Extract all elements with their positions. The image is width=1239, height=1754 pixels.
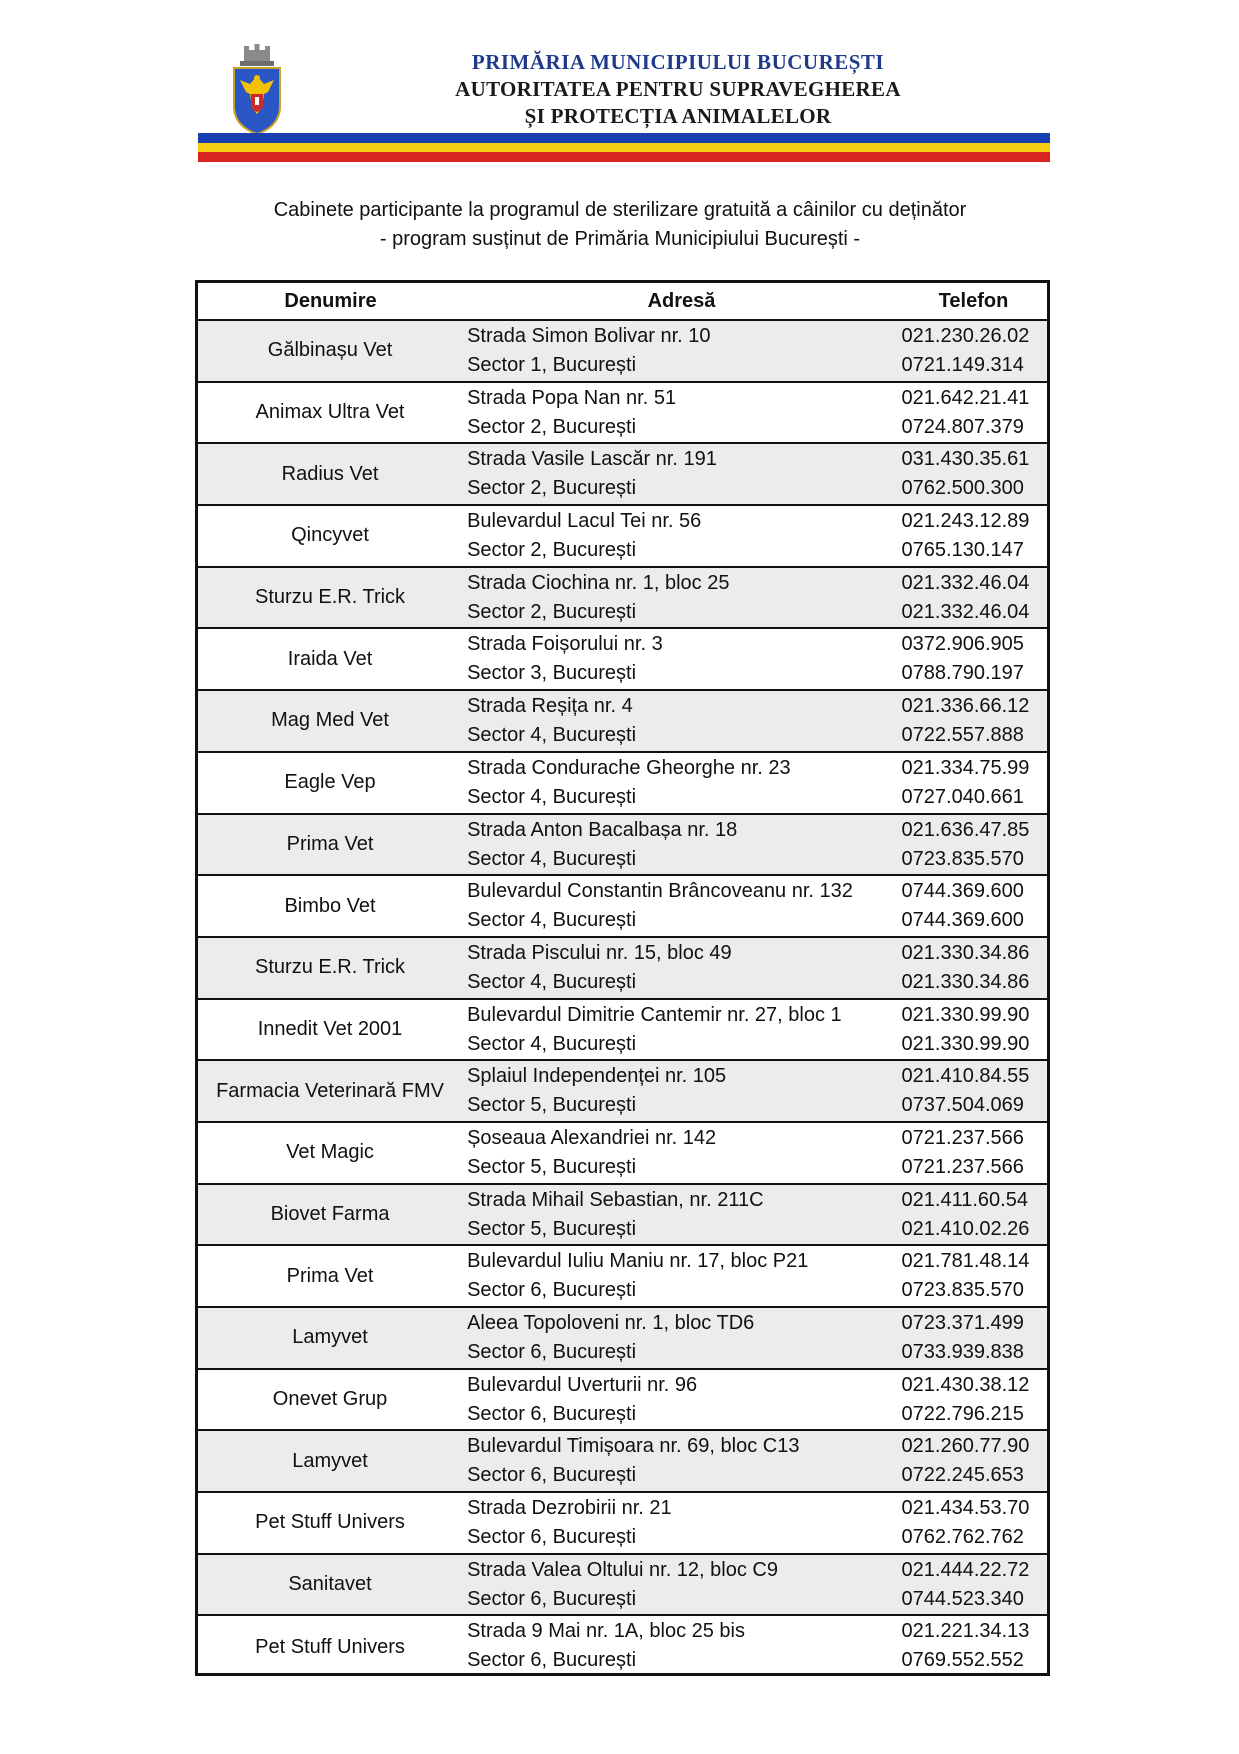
street-address: Strada Reșița nr. 4 bbox=[467, 695, 633, 718]
flag-stripe-yellow bbox=[198, 143, 1050, 153]
phone-primary: 021.330.99.90 bbox=[901, 1003, 1030, 1026]
table-row bbox=[198, 629, 1047, 691]
phone-secondary: 021.330.99.90 bbox=[901, 1032, 1030, 1055]
clinic-name: Qincyvet bbox=[291, 524, 369, 547]
address-cell bbox=[462, 1370, 897, 1430]
sector-city: Sector 4, București bbox=[467, 847, 637, 870]
street-address: Bulevardul Constantin Brâncoveanu nr. 132 bbox=[467, 880, 853, 903]
clinic-name: Prima Vet bbox=[286, 1264, 374, 1287]
phone-primary: 0723.371.499 bbox=[901, 1312, 1024, 1334]
address-cell bbox=[462, 1431, 897, 1491]
phone-primary: 0744.369.600 bbox=[901, 880, 1024, 903]
phone-cell bbox=[898, 1123, 1047, 1183]
table-row bbox=[198, 1370, 1047, 1432]
phone-secondary: 021.410.02.26 bbox=[901, 1217, 1030, 1240]
phone-cell bbox=[898, 815, 1047, 875]
address-cell bbox=[462, 321, 897, 381]
phone-secondary: 0744.523.340 bbox=[901, 1587, 1024, 1610]
table-row bbox=[198, 506, 1047, 568]
sector-city: Sector 4, București bbox=[467, 785, 637, 808]
clinic-name: Bimbo Vet bbox=[284, 894, 376, 917]
table-row bbox=[198, 1616, 1047, 1678]
table-row bbox=[198, 691, 1047, 753]
sector-city: Sector 6, București bbox=[467, 1402, 637, 1425]
street-address: Strada Popa Nan nr. 51 bbox=[467, 386, 677, 409]
clinic-name: Pet Stuff Univers bbox=[255, 1511, 405, 1534]
phone-cell bbox=[898, 1000, 1047, 1060]
street-address: Strada Valea Oltului nr. 12, bloc C9 bbox=[467, 1558, 778, 1581]
phone-secondary: 0769.552.552 bbox=[901, 1649, 1024, 1672]
street-address: Bulevardul Iuliu Maniu nr. 17, bloc P21 bbox=[467, 1250, 809, 1273]
clinics-table bbox=[195, 280, 1050, 1676]
sector-city: Sector 2, București bbox=[467, 600, 637, 623]
address-cell bbox=[462, 1308, 897, 1368]
street-address: Strada Condurache Gheorghe nr. 23 bbox=[467, 756, 791, 779]
street-address: Strada 9 Mai nr. 1A, bloc 25 bis bbox=[467, 1620, 745, 1643]
phone-cell bbox=[898, 321, 1047, 381]
address-cell bbox=[462, 1000, 897, 1060]
phone-secondary: 0723.835.570 bbox=[901, 1279, 1024, 1302]
street-address: Splaiul Independenței nr. 105 bbox=[467, 1065, 727, 1088]
header-name: Denumire bbox=[284, 289, 377, 312]
street-address: Bulevardul Uverturii nr. 96 bbox=[467, 1373, 698, 1396]
tricolor-band bbox=[198, 133, 1050, 162]
phone-cell bbox=[898, 1185, 1047, 1245]
clinic-name-cell bbox=[198, 321, 462, 381]
phone-secondary: 0733.939.838 bbox=[901, 1341, 1024, 1363]
phone-primary: 021.243.12.89 bbox=[901, 510, 1030, 533]
table-row bbox=[198, 938, 1047, 1000]
clinic-name: Iraida Vet bbox=[287, 647, 373, 670]
phone-cell bbox=[898, 383, 1047, 443]
clinic-name-cell bbox=[198, 1431, 462, 1491]
phone-secondary: 0722.557.888 bbox=[901, 724, 1024, 747]
sector-city: Sector 4, București bbox=[467, 970, 637, 993]
sector-city: Sector 6, București bbox=[467, 1464, 637, 1487]
street-address: Strada Mihail Sebastian, nr. 211C bbox=[467, 1188, 764, 1211]
phone-primary: 021.334.75.99 bbox=[901, 756, 1030, 779]
address-cell bbox=[462, 1123, 897, 1183]
sector-city: Sector 3, București bbox=[467, 662, 637, 685]
clinic-name: Onevet Grup bbox=[272, 1388, 388, 1411]
clinic-name-cell bbox=[198, 691, 462, 751]
sector-city: Sector 4, București bbox=[467, 909, 637, 932]
street-address: Strada Vasile Lascăr nr. 191 bbox=[467, 448, 717, 471]
clinic-name-cell bbox=[198, 1123, 462, 1183]
street-address: Bulevardul Lacul Tei nr. 56 bbox=[467, 510, 702, 533]
phone-primary: 021.230.26.02 bbox=[901, 325, 1030, 347]
address-cell bbox=[462, 444, 897, 504]
table-row bbox=[198, 1308, 1047, 1370]
phone-primary: 021.636.47.85 bbox=[901, 818, 1030, 841]
table-row bbox=[198, 1061, 1047, 1123]
table-row bbox=[198, 568, 1047, 630]
phone-cell bbox=[898, 1616, 1047, 1678]
clinic-name: Prima Vet bbox=[286, 832, 374, 855]
bucharest-coat-of-arms-icon bbox=[228, 44, 286, 136]
address-cell bbox=[462, 568, 897, 628]
address-cell bbox=[462, 938, 897, 998]
clinic-name-cell bbox=[198, 1308, 462, 1368]
phone-secondary: 0721.149.314 bbox=[901, 354, 1024, 376]
clinic-name-cell bbox=[198, 568, 462, 628]
street-address: Șoseaua Alexandriei nr. 142 bbox=[467, 1126, 717, 1149]
clinic-name-cell bbox=[198, 629, 462, 689]
sector-city: Sector 1, București bbox=[467, 354, 637, 376]
sector-city: Sector 2, București bbox=[467, 415, 637, 438]
street-address: Strada Foișorului nr. 3 bbox=[467, 633, 663, 656]
address-cell bbox=[462, 753, 897, 813]
authority-title-line2: ȘI PROTECȚIA ANIMALELOR bbox=[524, 104, 832, 128]
clinic-name: Innedit Vet 2001 bbox=[257, 1017, 403, 1040]
clinic-name: Animax Ultra Vet bbox=[255, 401, 405, 424]
phone-cell bbox=[898, 568, 1047, 628]
clinic-name-cell bbox=[198, 1370, 462, 1430]
street-address: Strada Dezrobirii nr. 21 bbox=[467, 1497, 672, 1520]
address-cell bbox=[462, 876, 897, 936]
street-address: Strada Simon Bolivar nr. 10 bbox=[467, 325, 711, 347]
phone-primary: 021.332.46.04 bbox=[901, 571, 1030, 594]
sector-city: Sector 6, București bbox=[467, 1341, 637, 1363]
clinic-name: Sturzu E.R. Trick bbox=[255, 956, 406, 979]
phone-primary: 0721.237.566 bbox=[901, 1126, 1024, 1149]
sector-city: Sector 2, București bbox=[467, 539, 637, 562]
table-row bbox=[198, 444, 1047, 506]
phone-cell bbox=[898, 506, 1047, 566]
phone-secondary: 0721.237.566 bbox=[901, 1155, 1024, 1178]
phone-secondary: 0788.790.197 bbox=[901, 662, 1024, 685]
table-row bbox=[198, 1555, 1047, 1617]
flag-stripe-red bbox=[198, 152, 1050, 162]
address-cell bbox=[462, 691, 897, 751]
clinic-name: Gălbinașu Vet bbox=[267, 339, 393, 362]
address-cell bbox=[462, 1616, 897, 1678]
phone-primary: 021.411.60.54 bbox=[901, 1188, 1028, 1211]
clinic-name: Pet Stuff Univers bbox=[255, 1635, 405, 1658]
table-row bbox=[198, 1246, 1047, 1308]
address-cell bbox=[462, 1493, 897, 1553]
phone-secondary: 021.332.46.04 bbox=[901, 600, 1030, 623]
street-address: Strada Piscului nr. 15, bloc 49 bbox=[467, 941, 732, 964]
sector-city: Sector 5, București bbox=[467, 1094, 637, 1117]
phone-cell bbox=[898, 1308, 1047, 1368]
phone-primary: 0372.906.905 bbox=[901, 633, 1024, 656]
phone-primary: 021.430.38.12 bbox=[901, 1373, 1030, 1396]
authority-title-line1: AUTORITATEA PENTRU SUPRAVEGHEREA bbox=[455, 77, 901, 101]
clinic-name: Eagle Vep bbox=[284, 771, 376, 794]
phone-cell bbox=[898, 629, 1047, 689]
clinic-name-cell bbox=[198, 1555, 462, 1615]
sector-city: Sector 4, București bbox=[467, 724, 637, 747]
table-row bbox=[198, 815, 1047, 877]
clinic-name: Radius Vet bbox=[281, 462, 379, 485]
clinic-name-cell bbox=[198, 753, 462, 813]
letterhead bbox=[198, 38, 1050, 170]
phone-secondary: 0765.130.147 bbox=[901, 539, 1024, 562]
clinic-name-cell bbox=[198, 383, 462, 443]
table-body bbox=[198, 321, 1047, 1678]
table-row bbox=[198, 321, 1047, 383]
clinic-name-cell bbox=[198, 815, 462, 875]
phone-primary: 021.642.21.41 bbox=[901, 386, 1030, 409]
sector-city: Sector 6, București bbox=[467, 1649, 637, 1672]
phone-secondary: 0722.245.653 bbox=[901, 1464, 1024, 1487]
clinic-name-cell bbox=[198, 1000, 462, 1060]
table-row bbox=[198, 1493, 1047, 1555]
phone-cell bbox=[898, 753, 1047, 813]
table-row bbox=[198, 876, 1047, 938]
table-header bbox=[198, 283, 1047, 321]
phone-primary: 021.434.53.70 bbox=[901, 1497, 1030, 1520]
sector-city: Sector 4, București bbox=[467, 1032, 637, 1055]
clinic-name-cell bbox=[198, 1246, 462, 1306]
sector-city: Sector 2, București bbox=[467, 477, 637, 500]
table-row bbox=[198, 1123, 1047, 1185]
clinic-name: Lamyvet bbox=[292, 1449, 368, 1472]
phone-primary: 021.336.66.12 bbox=[901, 695, 1030, 718]
phone-primary: 031.430.35.61 bbox=[901, 448, 1030, 471]
phone-primary: 021.781.48.14 bbox=[901, 1250, 1030, 1273]
clinic-name-cell bbox=[198, 1616, 462, 1678]
phone-secondary: 0722.796.215 bbox=[901, 1402, 1024, 1425]
header-phone: Telefon bbox=[938, 289, 1009, 312]
phone-primary: 021.330.34.86 bbox=[901, 941, 1030, 964]
clinic-name: Mag Med Vet bbox=[271, 709, 389, 732]
phone-secondary: 0744.369.600 bbox=[901, 909, 1024, 932]
phone-secondary: 0737.504.069 bbox=[901, 1094, 1024, 1117]
address-cell bbox=[462, 815, 897, 875]
clinic-name-cell bbox=[198, 1185, 462, 1245]
phone-secondary: 0723.835.570 bbox=[901, 847, 1024, 870]
document-subtitle bbox=[150, 196, 1090, 254]
phone-cell bbox=[898, 1493, 1047, 1553]
sector-city: Sector 6, București bbox=[467, 1526, 637, 1549]
clinic-name-cell bbox=[198, 506, 462, 566]
phone-secondary: 0762.762.762 bbox=[901, 1526, 1024, 1549]
flag-stripe-blue bbox=[198, 133, 1050, 143]
address-cell bbox=[462, 506, 897, 566]
sector-city: Sector 6, București bbox=[467, 1587, 637, 1610]
header-address: Adresă bbox=[647, 289, 716, 312]
phone-secondary: 0762.500.300 bbox=[901, 477, 1024, 500]
street-address: Strada Ciochina nr. 1, bloc 25 bbox=[467, 571, 730, 594]
phone-cell bbox=[898, 1246, 1047, 1306]
phone-cell bbox=[898, 444, 1047, 504]
street-address: Strada Anton Bacalbașa nr. 18 bbox=[467, 818, 738, 841]
clinic-name-cell bbox=[198, 1493, 462, 1553]
street-address: Bulevardul Dimitrie Cantemir nr. 27, bloc 1 bbox=[467, 1003, 842, 1026]
phone-primary: 021.410.84.55 bbox=[901, 1065, 1030, 1088]
clinic-name-cell bbox=[198, 444, 462, 504]
table-row bbox=[198, 1185, 1047, 1247]
address-cell bbox=[462, 1185, 897, 1245]
institution-title: PRIMĂRIA MUNICIPIULUI BUCUREȘTI bbox=[471, 50, 885, 74]
sector-city: Sector 6, București bbox=[467, 1279, 637, 1302]
phone-cell bbox=[898, 1431, 1047, 1491]
address-cell bbox=[462, 629, 897, 689]
sector-city: Sector 5, București bbox=[467, 1155, 637, 1178]
table-row bbox=[198, 1431, 1047, 1493]
phone-primary: 021.260.77.90 bbox=[901, 1435, 1030, 1458]
sector-city: Sector 5, București bbox=[467, 1217, 637, 1240]
clinic-name: Sturzu E.R. Trick bbox=[255, 586, 406, 609]
address-cell bbox=[462, 1555, 897, 1615]
phone-cell bbox=[898, 1370, 1047, 1430]
table-row bbox=[198, 753, 1047, 815]
address-cell bbox=[462, 383, 897, 443]
phone-secondary: 021.330.34.86 bbox=[901, 970, 1030, 993]
phone-cell bbox=[898, 1555, 1047, 1615]
subtitle-line1: Cabinete participante la programul de sterilizare gratuită a câinilor cu deținător bbox=[273, 199, 967, 221]
street-address: Aleea Topoloveni nr. 1, bloc TD6 bbox=[467, 1312, 755, 1334]
clinic-name: Vet Magic bbox=[286, 1141, 374, 1164]
phone-cell bbox=[898, 938, 1047, 998]
street-address: Bulevardul Timișoara nr. 69, bloc C13 bbox=[467, 1435, 800, 1458]
phone-cell bbox=[898, 1061, 1047, 1121]
address-cell bbox=[462, 1246, 897, 1306]
table-row bbox=[198, 383, 1047, 445]
phone-primary: 021.221.34.13 bbox=[901, 1620, 1030, 1643]
clinic-name-cell bbox=[198, 938, 462, 998]
table-row bbox=[198, 1000, 1047, 1062]
address-cell bbox=[462, 1061, 897, 1121]
clinic-name: Biovet Farma bbox=[270, 1202, 390, 1225]
phone-primary: 021.444.22.72 bbox=[901, 1558, 1030, 1581]
phone-cell bbox=[898, 876, 1047, 936]
clinic-name: Farmacia Veterinară FMV bbox=[216, 1079, 444, 1102]
subtitle-line2: - program susținut de Primăria Municipiului București - bbox=[379, 228, 861, 250]
clinic-name-cell bbox=[198, 876, 462, 936]
phone-cell bbox=[898, 691, 1047, 751]
phone-secondary: 0727.040.661 bbox=[901, 785, 1024, 808]
clinic-name-cell bbox=[198, 1061, 462, 1121]
phone-secondary: 0724.807.379 bbox=[901, 415, 1024, 438]
clinic-name: Sanitavet bbox=[288, 1573, 372, 1596]
clinic-name: Lamyvet bbox=[292, 1326, 368, 1349]
